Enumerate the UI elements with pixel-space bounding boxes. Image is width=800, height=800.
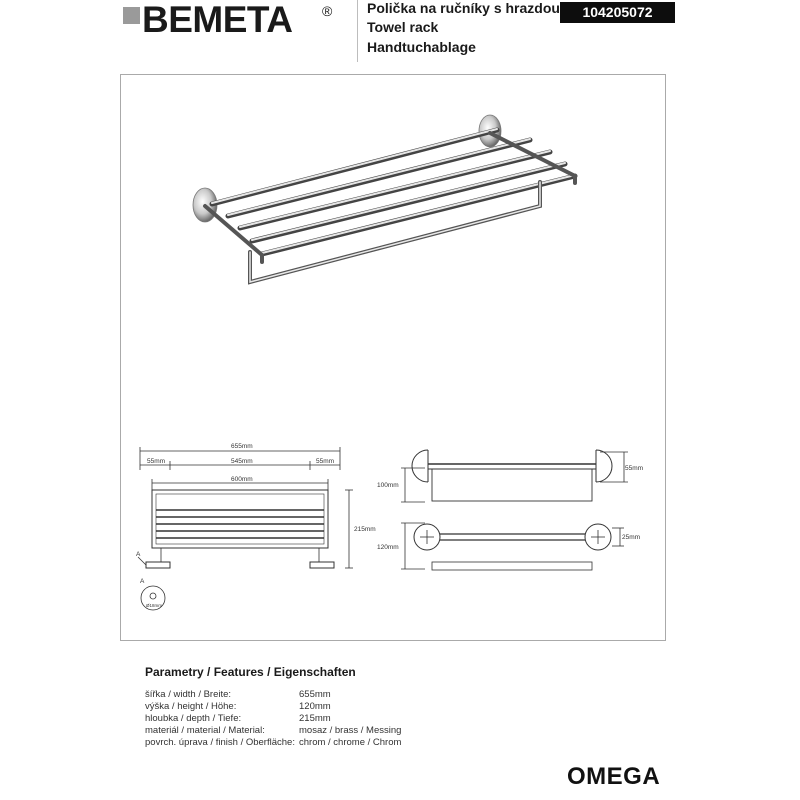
model-name: OMEGA bbox=[567, 763, 661, 790]
dim-left-offset-label: 55mm bbox=[147, 458, 166, 465]
side-view-top-drawing bbox=[401, 450, 628, 502]
side-top-depth-label: 100mm bbox=[377, 482, 399, 489]
param-value: chrom / chrome / Chrom bbox=[299, 737, 402, 748]
param-label: hloubka / depth / Tiefe: bbox=[145, 713, 242, 724]
detail-a-top-label: A bbox=[140, 578, 145, 585]
side-view-bottom-drawing bbox=[401, 523, 624, 570]
registered-mark: ® bbox=[322, 3, 333, 19]
product-code: 104205072 bbox=[560, 2, 675, 23]
title-cz: Polička na ručníky s hrazdou bbox=[367, 0, 560, 16]
dim-span-label: 545mm bbox=[231, 458, 253, 465]
param-label: povrch. úprava / finish / Oberfläche: bbox=[145, 737, 295, 748]
side-bottom-rosette-label: 25mm bbox=[622, 534, 641, 541]
side-top-rosette-label: 55mm bbox=[625, 465, 644, 472]
brand-logo: BEMETA bbox=[142, 0, 293, 40]
param-value: 120mm bbox=[299, 701, 331, 712]
param-value: 655mm bbox=[299, 689, 331, 700]
param-label: šířka / width / Breite: bbox=[145, 689, 232, 700]
param-label: materiál / material / Material: bbox=[145, 725, 265, 736]
dim-height-label: 215mm bbox=[354, 526, 376, 533]
side-bottom-depth-label: 120mm bbox=[377, 544, 399, 551]
param-value: mosaz / brass / Messing bbox=[299, 725, 402, 736]
detail-a-label: A bbox=[136, 551, 141, 558]
detail-diameter-label: Ø18mm bbox=[146, 603, 163, 608]
params-title: Parametry / Features / Eigenschaften bbox=[145, 665, 356, 679]
front-view-drawing bbox=[138, 447, 353, 610]
dim-right-offset-label: 55mm bbox=[316, 458, 335, 465]
param-value: 215mm bbox=[299, 713, 331, 724]
product-render bbox=[193, 115, 575, 282]
dim-overall-label: 655mm bbox=[231, 443, 253, 450]
title-de: Handtuchablage bbox=[367, 39, 476, 55]
title-en: Towel rack bbox=[367, 19, 439, 35]
param-label: výška / height / Höhe: bbox=[145, 701, 237, 712]
dim-rack-width-label: 600mm bbox=[231, 476, 253, 483]
